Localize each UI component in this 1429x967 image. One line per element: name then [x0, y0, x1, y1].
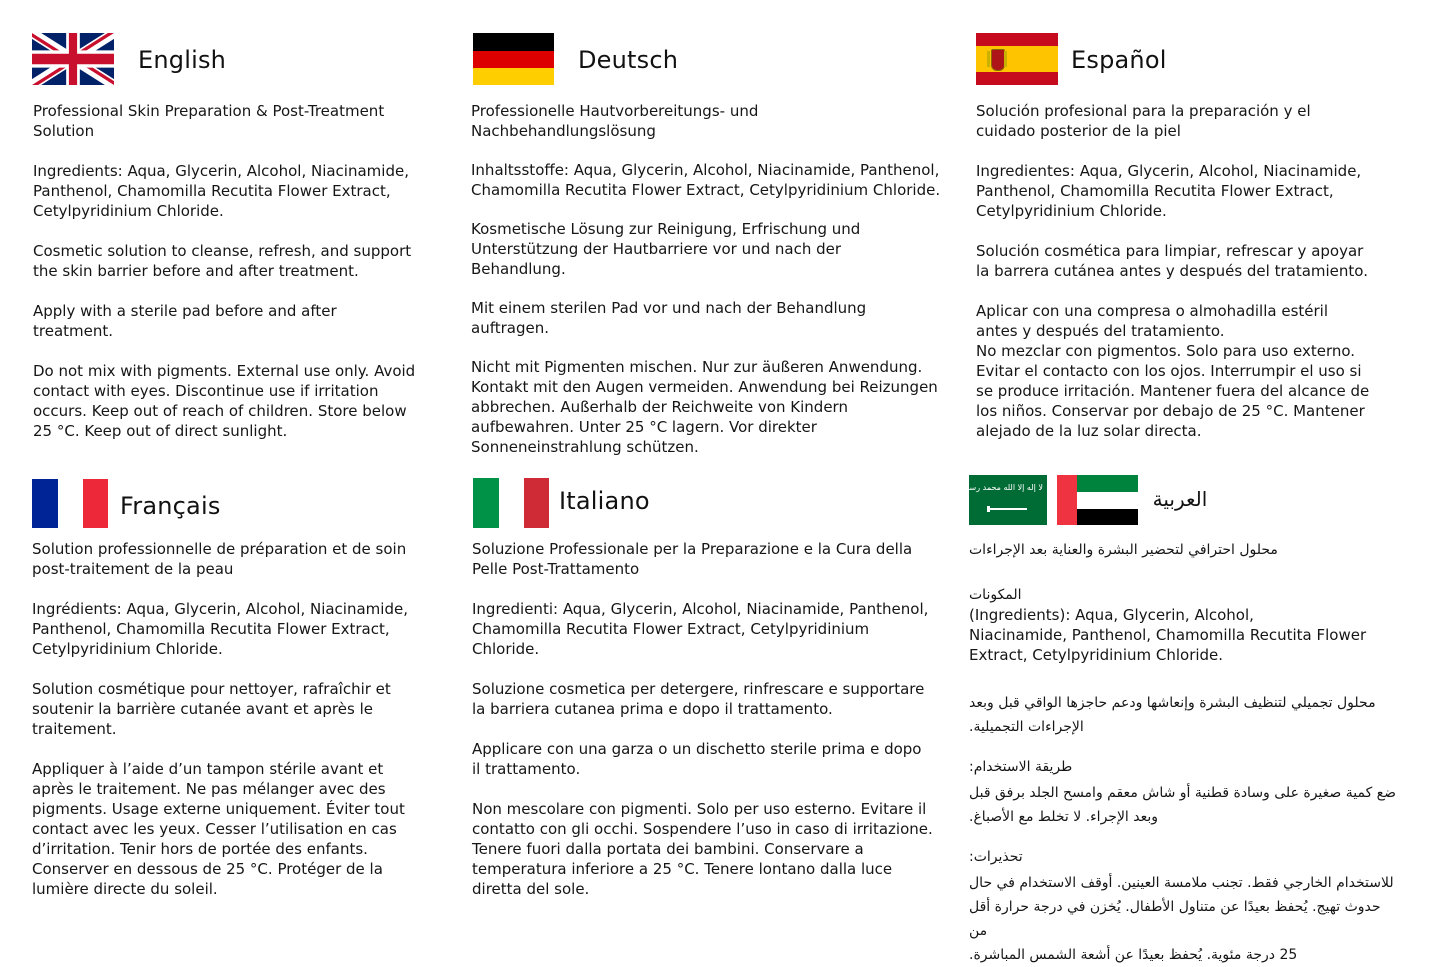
uae-flag-icon: [1057, 475, 1138, 525]
uk-flag-icon: [32, 33, 114, 85]
language-title-espanol: Español: [1071, 46, 1167, 74]
saudi-flag-script: لا إله إلا الله محمد رسول الله: [945, 483, 1043, 492]
spain-flag-icon: [976, 33, 1058, 85]
paragraph-title: Solution professionnelle de préparation et de soin post-traitement de la peau: [32, 540, 407, 578]
paragraph-ingredients: Inhaltsstoffe: Aqua, Glycerin, Alcohol, Niacinamide, Panthenol, Chamomilla Recutita Flower Extract, Cetylpyridinium Chloride.: [471, 161, 941, 199]
usage-title: طريقة الاستخدام:: [969, 759, 1073, 775]
paragraph-title: Soluzione Professionale per la Preparazione e la Cura della Pelle Post-Trattamento: [472, 540, 913, 578]
paragraph-description: محلول تجميلي لتنظيف البشرة وإنعاشها ودعم حاجزها الواقي قبل وبعد الإجراءات التجميلية.: [969, 695, 1376, 735]
paragraph-description: Solution cosmétique pour nettoyer, rafraîchir et soutenir la barrière cutanée avant et après le traitement.: [32, 680, 391, 738]
paragraph-warnings: Do not mix with pigments. External use only. Avoid contact with eyes. Discontinue use if irritation occurs. Keep out of reach of children. Store below 25 °C. Keep out of direct sunlight.: [33, 362, 416, 440]
paragraph-description: Cosmetic solution to cleanse, refresh, and support the skin barrier before and after treatment.: [33, 242, 412, 280]
paragraph-ingredients: [969, 564, 1401, 665]
ingredients-label: المكونات: [969, 587, 1022, 603]
paragraph-description: Solución cosmética para limpiar, refrescar y apoyar la barrera cutánea antes y después del tratamiento.: [976, 242, 1368, 280]
paragraph-usage: Applicare con una garza o un dischetto sterile prima e dopo il trattamento.: [472, 740, 922, 778]
text-francais: [32, 539, 452, 899]
paragraph-warnings: Non mescolare con pigmenti. Solo per uso esterno. Evitare il contatto con gli occhi. Sospendere l’uso in caso di irritazione. Tenere fuori dalla portata dei bambini. Conservare a temperatura inferiore a 25 °C. Tenere lontano dalla luce diretta del sole.: [472, 800, 933, 898]
language-title-francais: Français: [120, 492, 221, 520]
language-title-english: English: [138, 46, 227, 74]
spain-coat-of-arms-icon: [991, 49, 1005, 71]
paragraph-usage-warnings: Aplicar con una compresa o almohadilla estéril antes y después del tratamiento. No mezclar con pigmentos. Solo para uso externo. Evitar el contacto con los ojos. Interrumpir el uso si se produce irritación. Mantener fuera del alcance de los niños. Conservar por debajo de 25 °C. Mantener alejado de la luz solar directa.: [976, 302, 1370, 440]
paragraph-usage: Mit einem sterilen Pad vor und nach der Behandlung auftragen.: [471, 299, 867, 337]
paragraph-usage: ضع كمية صغيرة على وسادة قطنية أو شاش معقم وامسح الجلد برفق قبل وبعد الإجراء. لا تخلط مع الأصباغ.: [969, 785, 1397, 825]
paragraph-warnings: Nicht mit Pigmenten mischen. Nur zur äußeren Anwendung. Kontakt mit den Augen vermeiden. Anwendung bei Reizungen abbrechen. Außerhalb der Reichweite von Kindern aufbewahren. Unter 25 °C lagern. Vor direkter Sonneneinstrahlung schützen.: [471, 358, 938, 456]
sword-icon: [989, 508, 1027, 510]
france-flag-icon: [32, 479, 108, 528]
paragraph-title: Professional Skin Preparation & Post-Treatment Solution: [33, 102, 385, 140]
paragraph-ingredients: Ingredientes: Aqua, Glycerin, Alcohol, Niacinamide, Panthenol, Chamomilla Recutita Flower Extract, Cetylpyridinium Chloride.: [976, 162, 1362, 220]
language-title-italiano: Italiano: [559, 487, 650, 515]
germany-flag-icon: [473, 33, 554, 85]
text-arabic: [969, 540, 1401, 967]
paragraph-warnings: للاستخدام الخارجي فقط. تجنب ملامسة العينين. أوقف الاستخدام في حال حدوث تهيج. يُحفظ بعيدًا عن متناول الأطفال. يُخزن في درجة حرارة أقل من 25 درجة مئوية. يُحفظ بعيدًا عن أشعة الشمس المباشرة.: [969, 875, 1394, 963]
italy-flag-icon: [473, 478, 549, 528]
paragraph-usage: Apply with a sterile pad before and after treatment.: [33, 302, 337, 340]
language-title-deutsch: Deutsch: [578, 46, 679, 74]
text-english: [33, 101, 443, 441]
paragraph-description: Soluzione cosmetica per detergere, rinfrescare e supportare la barriera cutanea prima e dopo il trattamento.: [472, 680, 925, 718]
paragraph-usage-warnings: Appliquer à l’aide d’un tampon stérile avant et après le traitement. Ne pas mélanger avec des pigments. Usage externe uniquement. Éviter tout contact avec les yeux. Cesser l’utilisation en cas d’irritation. Tenir hors de portée des enfants. Conserver en dessous de 25 °C. Protéger de la lumière directe du soleil.: [32, 760, 405, 898]
paragraph-description: Kosmetische Lösung zur Reinigung, Erfrischung und Unterstützung der Hautbarriere vor und nach der Behandlung.: [471, 220, 861, 278]
text-deutsch: [471, 101, 961, 457]
paragraph-ingredients: Ingredienti: Aqua, Glycerin, Alcohol, Niacinamide, Panthenol, Chamomilla Recutita Flower Extract, Cetylpyridinium Chloride.: [472, 600, 929, 658]
paragraph-ingredients: Ingredients: Aqua, Glycerin, Alcohol, Niacinamide, Panthenol, Chamomilla Recutita Flower Extract, Cetylpyridinium Chloride.: [33, 162, 409, 220]
paragraph-title: Solución profesional para la preparación y el cuidado posterior de la piel: [976, 102, 1311, 140]
text-italiano: [472, 539, 952, 899]
paragraph-ingredients: Ingrédients: Aqua, Glycerin, Alcohol, Niacinamide, Panthenol, Chamomilla Recutita Flower Extract, Cetylpyridinium Chloride.: [32, 600, 408, 658]
text-espanol: [976, 101, 1406, 441]
paragraph-title: Professionelle Hautvorbereitungs- und Nachbehandlungslösung: [471, 102, 759, 140]
paragraph-title: محلول احترافي لتحضير البشرة والعناية بعد الإجراءات: [969, 542, 1278, 558]
saudi-arabia-flag-icon: [945, 475, 1047, 525]
warnings-title: تحذيرات:: [969, 849, 1023, 865]
ingredients-text: (Ingredients): Aqua, Glycerin, Alcohol, Niacinamide, Panthenol, Chamomilla Recutita Flower Extract, Cetylpyridinium Chloride.: [969, 606, 1367, 664]
language-title-arabic: العربية: [1152, 487, 1208, 511]
